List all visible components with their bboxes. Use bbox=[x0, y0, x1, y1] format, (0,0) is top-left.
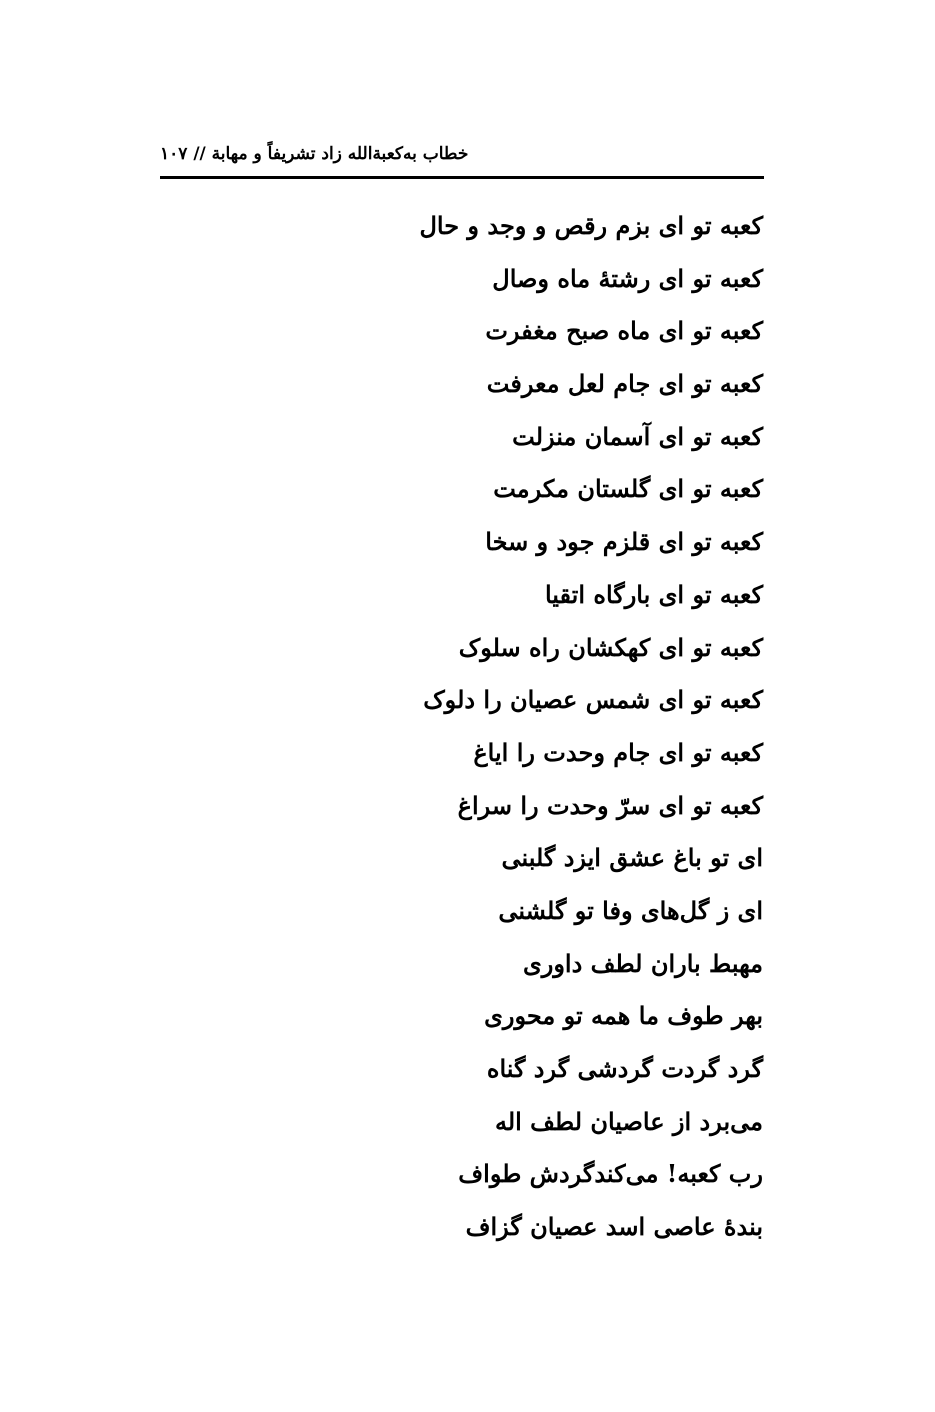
poem-line: کعبه تو ای رشتهٔ ماه وصال bbox=[492, 263, 763, 293]
poem-line: بهر طوف ما همه تو محوری bbox=[484, 1001, 763, 1031]
poem-line: گرد گردت گردشی گرد گناه bbox=[486, 1054, 763, 1083]
poem-line: رب کعبه! می‌کندگردش طواف bbox=[458, 1159, 763, 1189]
poem-line: کعبه تو ای قلزم جود و سخا bbox=[485, 527, 763, 557]
poem-line: ای تو باغ عشق ایزد گلبنی bbox=[501, 843, 763, 873]
poem bbox=[163, 204, 763, 1258]
poem-line: می‌برد از عاصیان لطف اله bbox=[494, 1106, 763, 1136]
poem-line: کعبه تو ای آسمان منزلت bbox=[512, 421, 763, 451]
poem-line: کعبه تو ای ماه صبح مغفرت bbox=[485, 316, 763, 346]
poem-line: کعبه تو ای بزم رقص و وجد و حال bbox=[419, 211, 763, 240]
poem-line: ای ز گل‌های وفا تو گلشنی bbox=[498, 895, 763, 925]
poem-line: کعبه تو ای شمس عصیان را دلوک bbox=[423, 685, 763, 715]
poem-line: کعبه تو ای کهکشان راه سلوک bbox=[458, 632, 763, 662]
header-divider bbox=[160, 176, 764, 179]
poem-line: کعبه تو ای جام وحدت را ایاغ bbox=[473, 737, 763, 767]
running-header bbox=[160, 140, 764, 176]
poem-line: کعبه تو ای گلستان مکرمت bbox=[493, 474, 763, 504]
poem-line: مهبط باران لطف داوری bbox=[522, 948, 763, 978]
running-header-title: خطاب به‌کعبةالله زاد تشریفاً و مهابة // ۱۰۷ bbox=[160, 144, 469, 164]
poem-line: کعبه تو ای سرّ وحدت را سراغ bbox=[457, 790, 763, 820]
poem-line: کعبه تو ای بارگاه اتقیا bbox=[544, 579, 763, 609]
poem-line: بندهٔ عاصی اسد عصیان گزاف bbox=[465, 1212, 763, 1242]
poem-line: کعبه تو ای جام لعل معرفت bbox=[486, 369, 763, 399]
